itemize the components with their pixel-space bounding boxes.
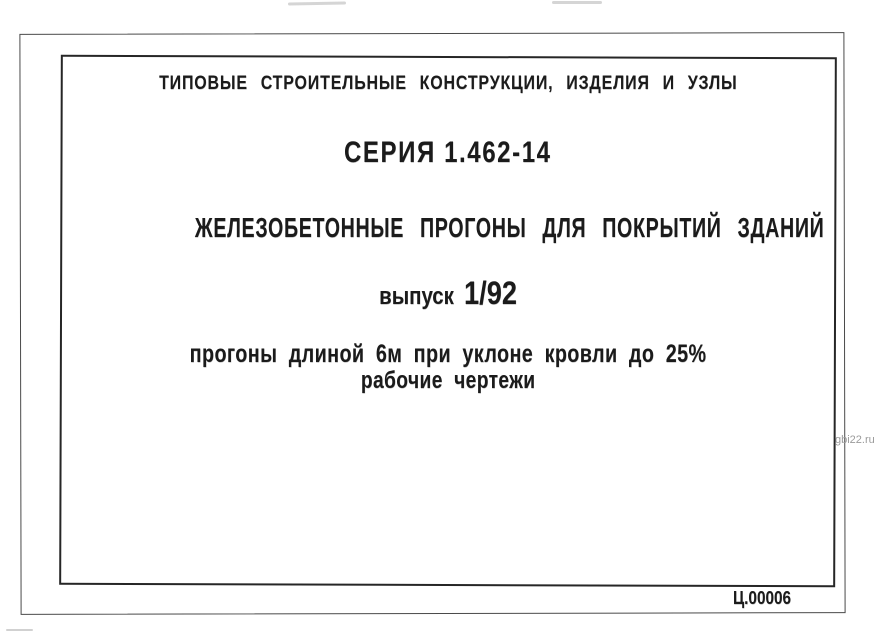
main-title-text: ЖЕЛЕЗОБЕТОННЫЕ ПРОГОНЫ ДЛЯ ПОКРЫТИЙ ЗДАНИЙ	[194, 212, 825, 243]
subtitle-line-1-text: прогоны длиной 6м при уклоне кровли до 25%	[189, 340, 707, 368]
issue-label: выпуск	[379, 283, 454, 310]
site-watermark: gbi22.ru	[835, 434, 875, 446]
issue-number: 1/92	[463, 275, 517, 311]
series-title-text: СЕРИЯ 1.462-14	[344, 136, 552, 169]
issue-line-group	[379, 277, 517, 309]
main-title	[60, 214, 836, 242]
scan-artifact	[288, 1, 346, 5]
subtitle-line-1	[60, 342, 836, 367]
scan-artifact	[6, 629, 33, 631]
title-block	[60, 56, 836, 586]
issue-line	[60, 277, 836, 309]
series-title	[60, 138, 836, 168]
document-code: Ц.00006	[733, 588, 791, 608]
document-category-heading	[60, 74, 836, 93]
document-category-heading-text: ТИПОВЫЕ СТРОИТЕЛЬНЫЕ КОНСТРУКЦИИ, ИЗДЕЛИЯ И УЗЛЫ	[158, 73, 738, 94]
scan-artifact	[552, 1, 602, 4]
subtitle-line-2	[60, 369, 836, 393]
subtitle-line-2-text: рабочие чертежи	[360, 367, 536, 394]
